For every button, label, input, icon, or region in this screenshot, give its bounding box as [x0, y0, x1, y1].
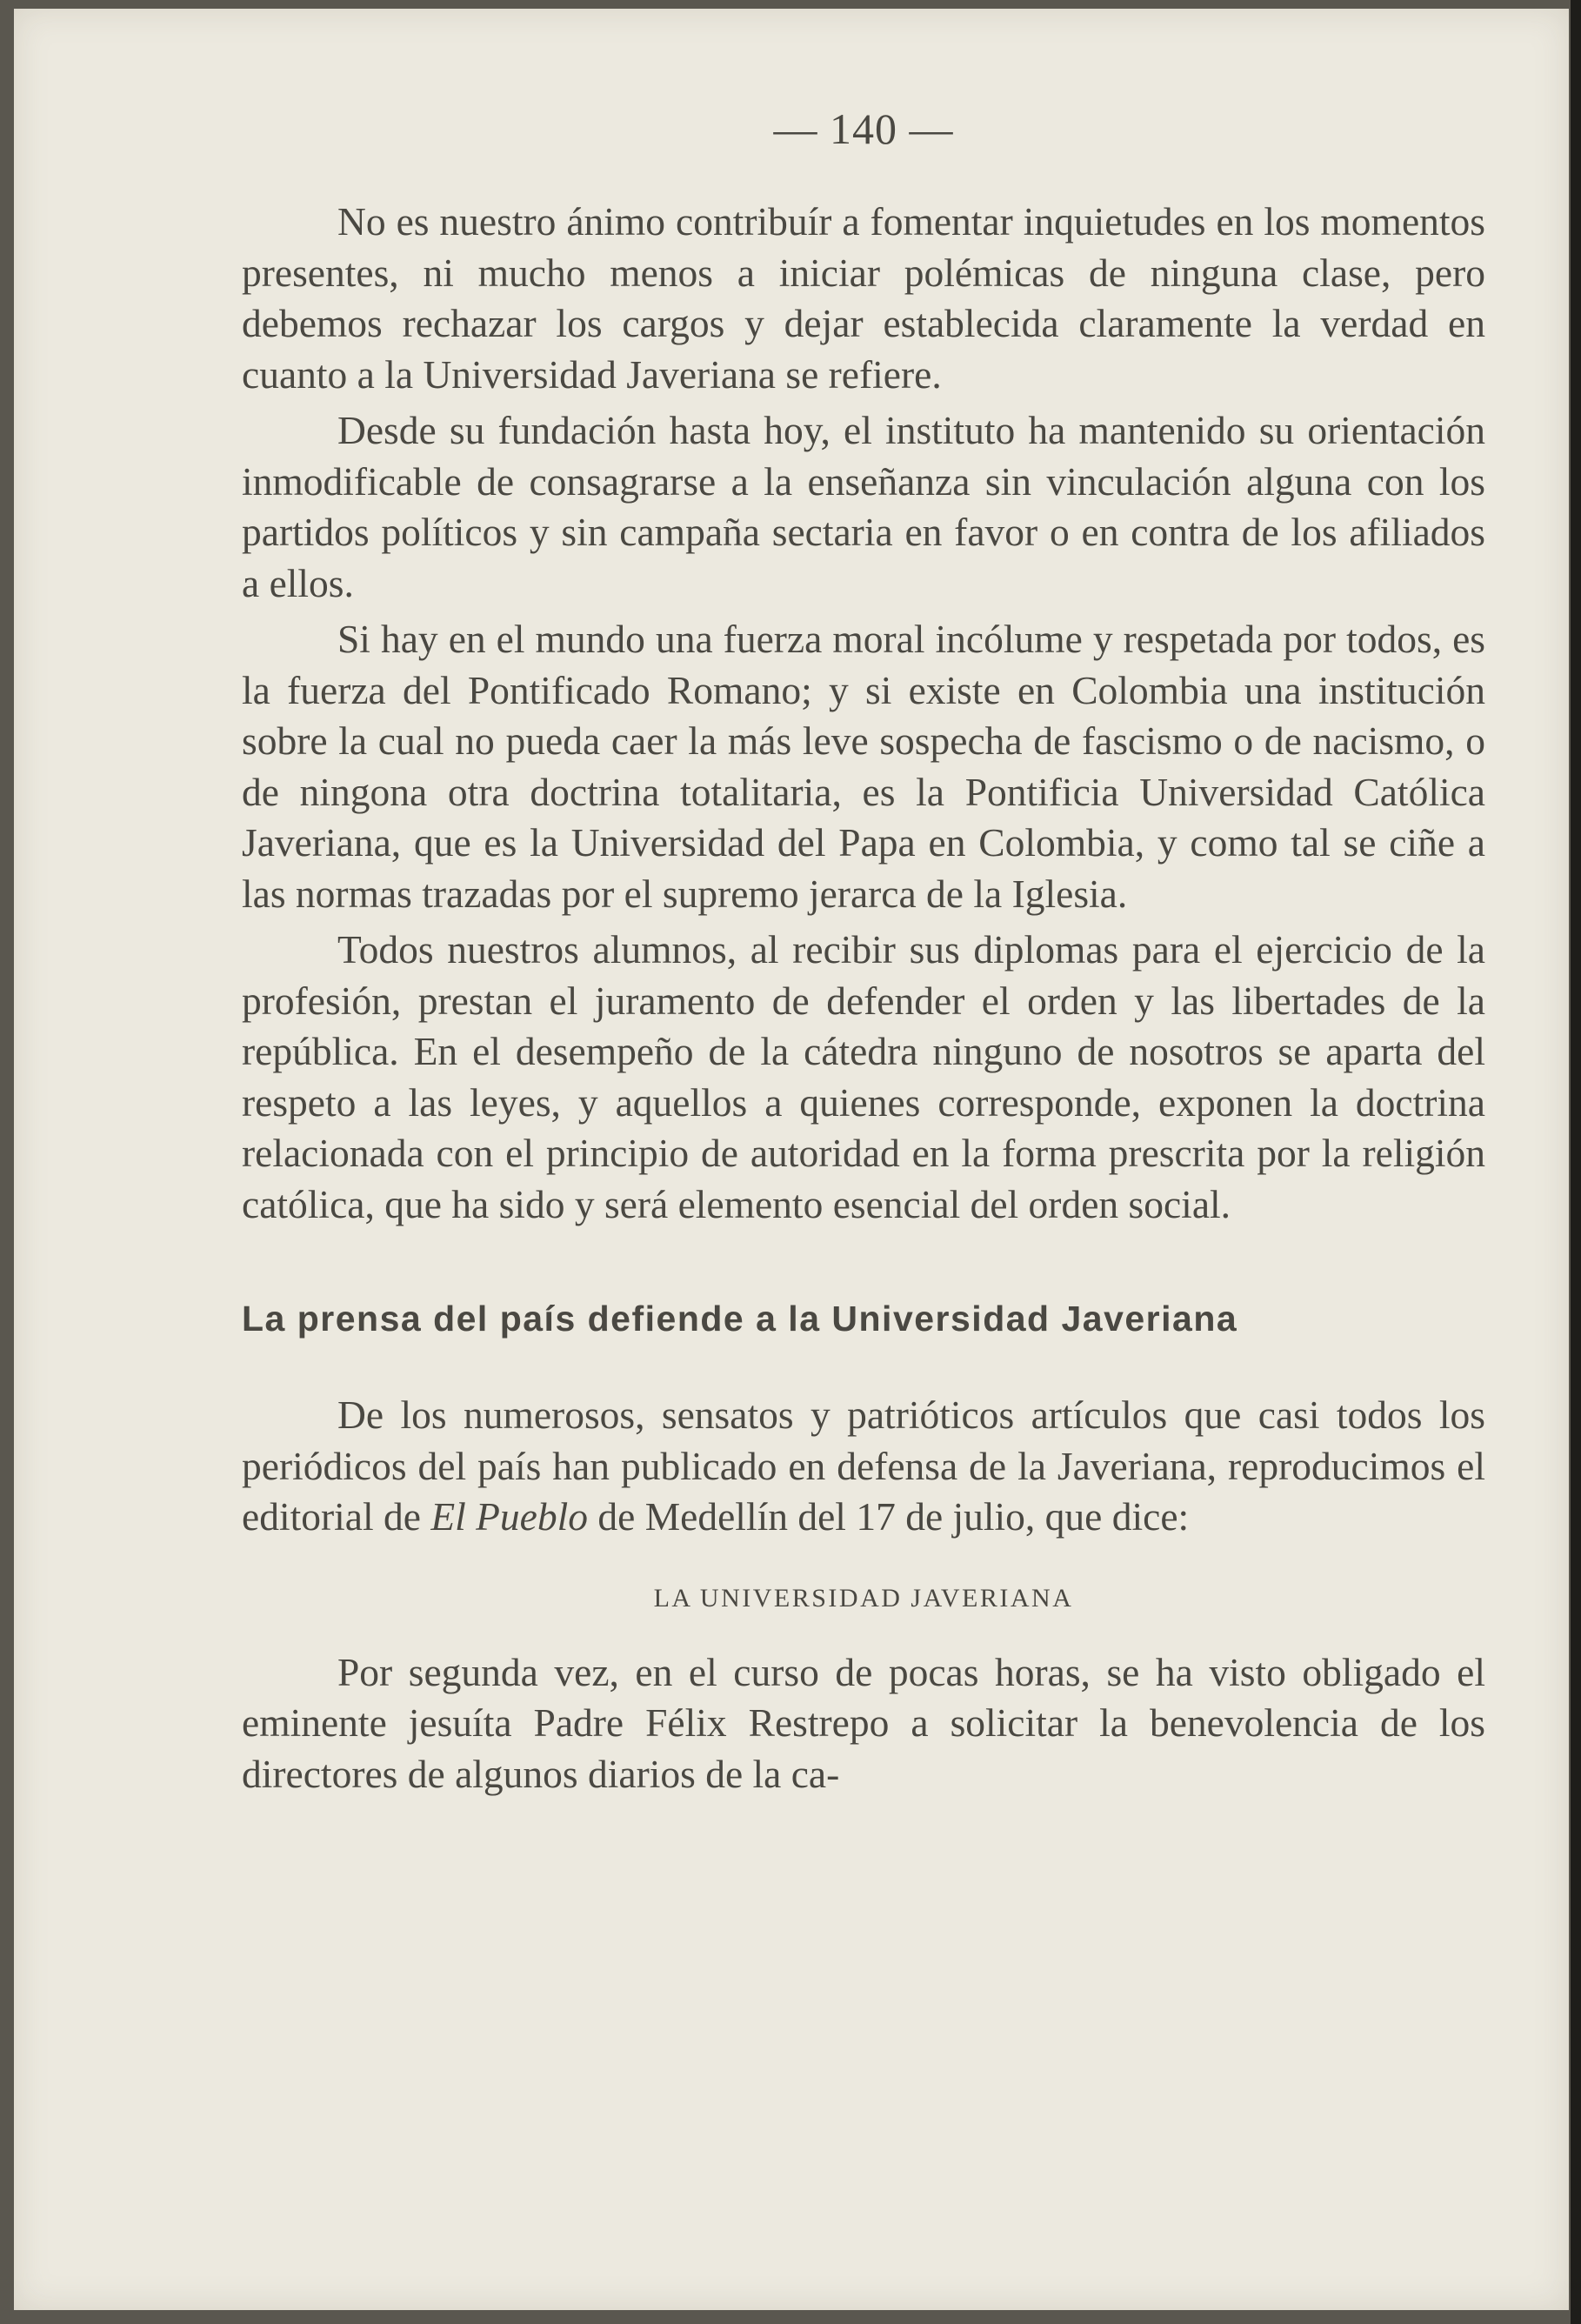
book-page: [14, 9, 1569, 2310]
paragraph-3: Si hay en el mundo una fuerza moral incólume y respetada por todos, es la fuerza del Pontificado Romano; y si existe en Colombia una institución sobre la cual no pueda caer la más leve sospecha de fascismo o de nacismo, o de ningona otra doctrina totalitaria, es la Pontificia Universidad Católica Javeriana, que es la Universidad del Papa en Colombia, y como tal se ciñe a las normas trazadas por el supremo jerarca de la Iglesia.: [242, 617, 1485, 916]
paragraph-2: Desde su fundación hasta hoy, el instituto ha mantenido su orientación inmodificable de consagrarse a la enseñanza sin vinculación alguna con los partidos políticos y sin campaña sectaria en favor o en contra de los afiliados a ellos.: [242, 408, 1485, 605]
paragraph-4: Todos nuestros alumnos, al recibir sus diplomas para el ejercicio de la profesión, prestan el juramento de defender el orden y las libertades de la república. En el desempeño de la cátedra ninguno de nosotros se aparta del respeto a las leyes, y aquellos a quienes corresponde, exponen la doctrina relacionada con el principio de autoridad en la forma prescrita por la religión católica, que ha sido y será elemento esencial del orden social.: [242, 927, 1485, 1226]
newspaper-name: El Pueblo: [430, 1494, 589, 1539]
intro-text-before: De los numerosos, sensatos y patrióticos artículos que casi todos los periódicos del país han publicado en defensa de la Javeriana, reproducimos el editorial de: [242, 1392, 1485, 1539]
article-title: LA UNIVERSIDAD JAVERIANA: [653, 1583, 1074, 1613]
intro-paragraph: [242, 1390, 1485, 1543]
page-number: — 140 —: [773, 104, 954, 153]
section-heading: La prensa del país defiende a la Universidad Javeriana: [242, 1299, 1238, 1339]
page-text: [242, 103, 1485, 1805]
article-paragraph: Por segunda vez, en el curso de pocas horas, se ha visto obligado el eminente jesuíta Padre Félix Restrepo a solicitar la benevolencia de los directores de algunos diarios de la ca-: [242, 1649, 1485, 1796]
paragraph-1: No es nuestro ánimo contribuír a fomentar inquietudes en los momentos presentes, ni mucho menos a iniciar polémicas de ninguna clase, pero debemos rechazar los cargos y dejar establecida claramente la verdad en cuanto a la Universidad Javeriana se refiere.: [242, 199, 1485, 397]
intro-text-after: de Medellín del 17 de julio, que dice:: [588, 1494, 1190, 1539]
scan-edge: [1571, 0, 1581, 2324]
